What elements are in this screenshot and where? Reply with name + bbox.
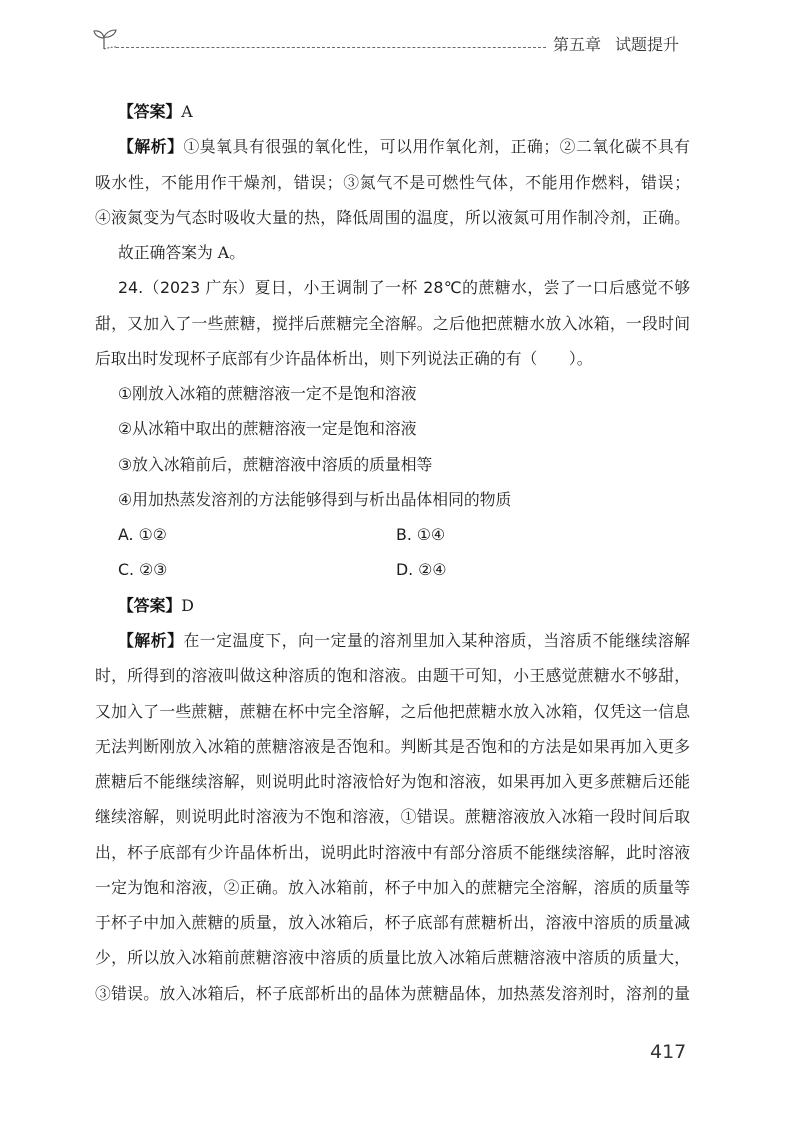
header-divider xyxy=(116,47,546,48)
page-number: 417 xyxy=(650,1041,687,1063)
q23-answer xyxy=(95,94,690,129)
analysis-label: 【解析】 xyxy=(118,630,184,650)
q24-statement: ④用加热蒸发溶剂的方法能够得到与析出晶体相同的物质 xyxy=(118,489,512,509)
q24-analysis-line: ③错误。放入冰箱后，杯子底部析出的晶体为蔗糖晶体，加热蒸发溶剂时，溶剂的量 xyxy=(95,983,690,1003)
answer-label: 【答案】 xyxy=(118,595,182,615)
section-title: 试题提升 xyxy=(615,35,680,54)
analysis-text: ①臭氧具有很强的氧化性，可以用作氧化剂，正确；②二氧化碳不具有 xyxy=(183,137,690,157)
q23-analysis-line xyxy=(95,129,690,164)
q24-analysis-line: 继续溶解，则说明此时溶液为不饱和溶液，①错误。蔗糖溶液放入冰箱一段时间后取 xyxy=(95,807,690,827)
q24-analysis-line: 时，所得到的溶液叫做这种溶质的饱和溶液。由题干可知，小王感觉蔗糖水不够甜， xyxy=(95,666,690,686)
q23-analysis-line: 吸水性，不能用作干燥剂，错误；③氮气不是可燃性气体，不能用作燃料，错误； xyxy=(95,172,690,192)
option-d: D. ②④ xyxy=(396,560,447,580)
q24-stem-line: 24.（2023 广东）夏日，小王调制了一杯 28℃的蔗糖水，尝了一口后感觉不够 xyxy=(118,278,690,298)
q23-conclusion: 故正确答案为 A。 xyxy=(118,243,246,263)
q24-analysis-line: 一定为饱和溶液，②正确。放入冰箱前，杯子中加入的蔗糖完全溶解，溶质的质量等 xyxy=(95,877,690,897)
q24-options-row xyxy=(95,517,690,552)
analysis-text: 在一定温度下，向一定量的溶剂里加入某种溶质，当溶质不能继续溶解 xyxy=(183,630,690,650)
q24-analysis-line: 无法判断刚放入冰箱的蔗糖溶液是否饱和。判断其是否饱和的方法是如果再加入更多 xyxy=(95,736,690,756)
page-body xyxy=(95,94,690,1011)
q24-options-row xyxy=(95,552,690,587)
q24-analysis-line: 少，所以放入冰箱前蔗糖溶液中溶质的质量比放入冰箱后蔗糖溶液中溶质的质量大， xyxy=(95,948,690,968)
chapter-label: 第五章 xyxy=(553,35,602,54)
answer-value: D xyxy=(181,595,194,615)
q24-analysis-line: 出，杯子底部有少许晶体析出，说明此时溶液中有部分溶质不能继续溶解，此时溶液 xyxy=(95,842,690,862)
option-b: B. ①④ xyxy=(396,525,446,545)
q24-analysis-line: 蔗糖后不能继续溶解，则说明此时溶液恰好为饱和溶液，如果再加入更多蔗糖后还能 xyxy=(95,772,690,792)
q23-analysis-line: ④液氮变为气态时吸收大量的热，降低周围的温度，所以液氮可用作制冷剂，正确。 xyxy=(95,207,690,227)
q24-stem-line: 甜，又加入了一些蔗糖，搅拌后蔗糖完全溶解。之后他把蔗糖水放入冰箱，一段时间 xyxy=(95,313,690,333)
q24-analysis-line xyxy=(95,623,690,658)
analysis-label: 【解析】 xyxy=(118,137,184,157)
q24-statement: ②从冰箱中取出的蔗糖溶液一定是饱和溶液 xyxy=(118,419,417,439)
sprout-icon xyxy=(92,27,118,51)
option-c: C. ②③ xyxy=(118,560,168,580)
q24-statement: ③放入冰箱前后，蔗糖溶液中溶质的质量相等 xyxy=(118,454,433,474)
option-a: A. ①② xyxy=(118,525,167,545)
q24-analysis-line: 于杯子中加入蔗糖的质量，放入冰箱后，杯子底部有蔗糖析出，溶液中溶质的质量减 xyxy=(95,913,690,933)
q24-statement: ①刚放入冰箱的蔗糖溶液一定不是饱和溶液 xyxy=(118,384,417,404)
q24-stem-line: 后取出时发现杯子底部有少许晶体析出，则下列说法正确的有（ ）。 xyxy=(95,348,593,368)
answer-value: A xyxy=(181,102,193,121)
answer-label: 【答案】 xyxy=(118,102,182,121)
q24-answer xyxy=(95,588,690,623)
q24-analysis-line: 又加入了一些蔗糖，蔗糖在杯中完全溶解，之后他把蔗糖水放入冰箱，仅凭这一信息 xyxy=(95,701,690,721)
